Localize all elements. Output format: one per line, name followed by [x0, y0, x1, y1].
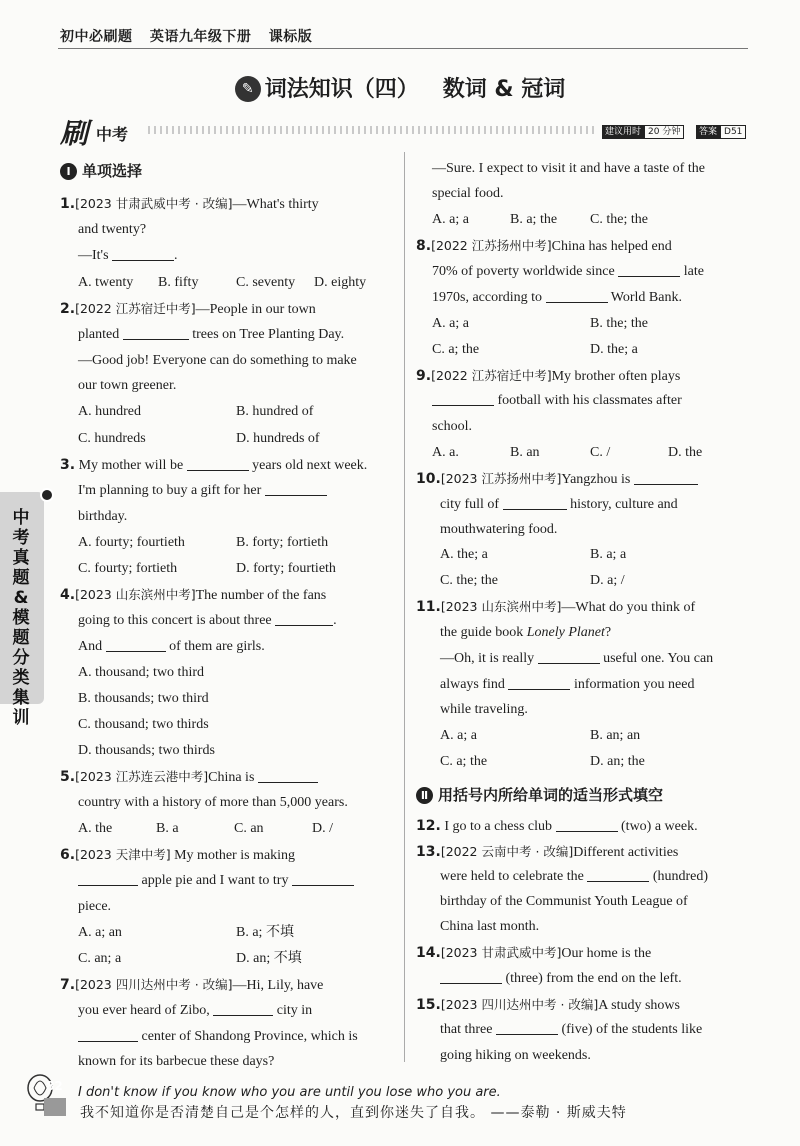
q3-opt-a: A. fourty; fourtieth [78, 535, 185, 550]
book-name: 初中必刷题 [60, 29, 133, 45]
q9-line2: football with his classmates after [432, 392, 682, 410]
q2-opt-a: A. hundred [78, 404, 141, 419]
q13-line1: 13.[2022 云南中考 · 改编]Different activities [416, 844, 679, 860]
q10-opt-c: C. the; the [440, 573, 498, 588]
q5-opt-c: C. an [234, 821, 264, 836]
q1-opt-b: B. fifty [158, 275, 199, 290]
q9-opt-d: D. the [668, 445, 703, 460]
q4-opt-b: B. thousands; two third [78, 691, 209, 706]
column-divider [404, 152, 405, 1062]
q10-line3: mouthwatering food. [440, 522, 558, 537]
q8-opt-b: B. the; the [590, 316, 648, 331]
q11-line4: always find information you need [440, 677, 695, 692]
part2-heading: Ⅱ 用括号内所给单词的适当形式填空 [416, 784, 663, 805]
q2-opt-b: B. hundred of [236, 404, 314, 419]
q9-line1: 9.[2022 江苏宿迁中考]My brother often plays [416, 368, 681, 384]
q7-line6: special food. [432, 186, 504, 201]
q11-line5: while traveling. [440, 702, 528, 717]
q3-opt-b: B. forty; fortieth [236, 535, 329, 550]
q3-line3: birthday. [78, 509, 128, 524]
q8-line3: 1970s, according to World Bank. [432, 290, 682, 305]
q1-opt-c: C. seventy [236, 275, 296, 290]
q5-opt-d: D. / [312, 821, 333, 836]
q11-opt-c: C. a; the [440, 754, 488, 769]
q13-line2: were held to celebrate the (hundred) [440, 869, 709, 884]
q2-opt-c: C. hundreds [78, 431, 146, 446]
q11-line1: 11.[2023 山东滨州中考]—What do you think of [416, 599, 696, 615]
q2-line4: our town greener. [78, 378, 177, 393]
q12-line1: 12. I go to a chess club (two) a week. [416, 818, 698, 834]
q14-line2: (three) from the end on the left. [440, 970, 682, 988]
footer-quote-cn: 我不知道你是否清楚自己是个怎样的人，直到你迷失了自我。 ——泰勒 · 斯威夫特 [80, 1105, 627, 1121]
dotted-decoration [148, 126, 598, 134]
subject-name: 英语九年级下册 [149, 29, 252, 45]
title-main: 词法知识（四） [264, 77, 419, 102]
q1-line1: 1.[2023 甘肃武威中考 · 改编]—What's thirty [60, 196, 319, 212]
q4-line2: going to this concert is about three . [78, 613, 337, 628]
q9-line3: school. [432, 419, 473, 434]
q10-opt-b: B. a; a [590, 547, 627, 562]
q7-line2: you ever heard of Zibo, city in [78, 1003, 313, 1018]
q1-line3: —It's . [78, 248, 178, 263]
q15-line3: going hiking on weekends. [440, 1048, 591, 1063]
q4-opt-a: A. thousand; two third [78, 665, 204, 680]
q3-line1: 3. My mother will be years old next week. [60, 457, 368, 473]
running-header [60, 26, 324, 46]
q7-line1: 7.[2023 四川达州中考 · 改编]—Hi, Lily, have [60, 977, 324, 993]
part2-badge-icon: Ⅱ [416, 787, 433, 804]
edition-name: 课标版 [268, 29, 313, 45]
q11-opt-b: B. an; an [590, 728, 641, 743]
q8-opt-d: D. the; a [590, 342, 638, 357]
title-sub: 数词 & 冠词 [442, 77, 566, 102]
q1-opt-a: A. twenty [78, 275, 134, 290]
q11-line2: the guide book Lonely Planet? [440, 625, 612, 640]
q3-line2: I'm planning to buy a gift for her [78, 482, 327, 500]
header-rule [58, 48, 748, 49]
q6-line3: piece. [78, 899, 112, 914]
part1-heading: Ⅰ 单项选择 [60, 160, 142, 181]
q5-line2: country with a history of more than 5,000 years. [78, 795, 348, 810]
side-tab-label: 中考真题&模题分类集训 [12, 508, 30, 728]
q5-opt-a: A. the [78, 821, 113, 836]
q6-opt-b: B. a; 不填 [236, 925, 294, 940]
q7-line4: known for its barbecue these days? [78, 1054, 275, 1069]
q3-opt-d: D. forty; fourtieth [236, 561, 336, 576]
answer-tag: 答案 D51 [696, 124, 746, 137]
q11-opt-d: D. an; the [590, 754, 645, 769]
q7-opt-b: B. a; the [510, 212, 558, 227]
q11-opt-a: A. a; a [440, 728, 477, 743]
book-logo-icon: ✎ [235, 76, 261, 102]
q4-opt-d: D. thousands; two thirds [78, 743, 215, 758]
q2-opt-d: D. hundreds of [236, 431, 320, 446]
q6-opt-a: A. a; an [78, 925, 122, 940]
q6-opt-c: C. an; a [78, 951, 122, 966]
q8-opt-a: A. a; a [432, 316, 469, 331]
q8-opt-c: C. a; the [432, 342, 480, 357]
q15-line2: that three (five) of the students like [440, 1022, 703, 1037]
q13-line4: China last month. [440, 919, 540, 934]
page-title [0, 72, 800, 103]
q9-opt-b: B. an [510, 445, 540, 460]
q2-line3: —Good job! Everyone can do something to make [78, 353, 357, 368]
q3-opt-c: C. fourty; fortieth [78, 561, 178, 576]
q10-line2: city full of history, culture and [440, 497, 678, 512]
part1-badge-icon: Ⅰ [60, 163, 77, 180]
side-tab-dot [40, 488, 54, 502]
q4-line3: And of them are girls. [78, 639, 265, 654]
q7-line3: center of Shandong Province, which is [78, 1028, 358, 1046]
q10-opt-d: D. a; / [590, 573, 625, 588]
q4-opt-c: C. thousand; two thirds [78, 717, 209, 732]
q5-line1: 5.[2023 江苏连云港中考]China is [60, 768, 318, 787]
footer-quote-en: I don't know if you know who you are until you lose who you are. [78, 1085, 501, 1100]
q6-line2: apple pie and I want to try [78, 872, 354, 890]
q13-line3: birthday of the Communist Youth League of [440, 894, 688, 909]
q2-line2: planted trees on Tree Planting Day. [78, 327, 345, 342]
side-tab [0, 492, 44, 728]
time-tag: 建议用时 20 分钟 [602, 124, 684, 137]
q2-line1: 2.[2022 江苏宿迁中考]—People in our town [60, 301, 316, 317]
q1-line2: and twenty? [78, 222, 147, 237]
q6-opt-d: D. an; 不填 [236, 951, 302, 966]
q7-opt-a: A. a; a [432, 212, 469, 227]
q9-opt-a: A. a. [432, 445, 459, 460]
q6-line1: 6.[2023 天津中考] My mother is making [60, 847, 296, 863]
page-number: 82 [46, 1079, 63, 1093]
q7-opt-c: C. the; the [590, 212, 648, 227]
q4-line1: 4.[2023 山东滨州中考]The number of the fans [60, 587, 327, 603]
q10-line1: 10.[2023 江苏扬州中考]Yangzhou is [416, 470, 698, 489]
q8-line1: 8.[2022 江苏扬州中考]China has helped end [416, 238, 672, 254]
q1-opt-d: D. eighty [314, 275, 367, 290]
q10-opt-a: A. the; a [440, 547, 488, 562]
q15-line1: 15.[2023 四川达州中考 · 改编]A study shows [416, 997, 680, 1013]
q14-line1: 14.[2023 甘肃武威中考]Our home is the [416, 945, 652, 961]
section-sub: 中考 [96, 125, 129, 144]
section-brush: 刷 [60, 117, 89, 150]
q11-line3: —Oh, it is really useful one. You can [440, 651, 714, 666]
q7-line5: —Sure. I expect to visit it and have a taste of the [432, 161, 705, 176]
section-header [60, 112, 752, 150]
q8-line2: 70% of poverty worldwide since late [432, 264, 704, 279]
q5-opt-b: B. a [156, 821, 179, 836]
q9-opt-c: C. / [590, 445, 611, 460]
